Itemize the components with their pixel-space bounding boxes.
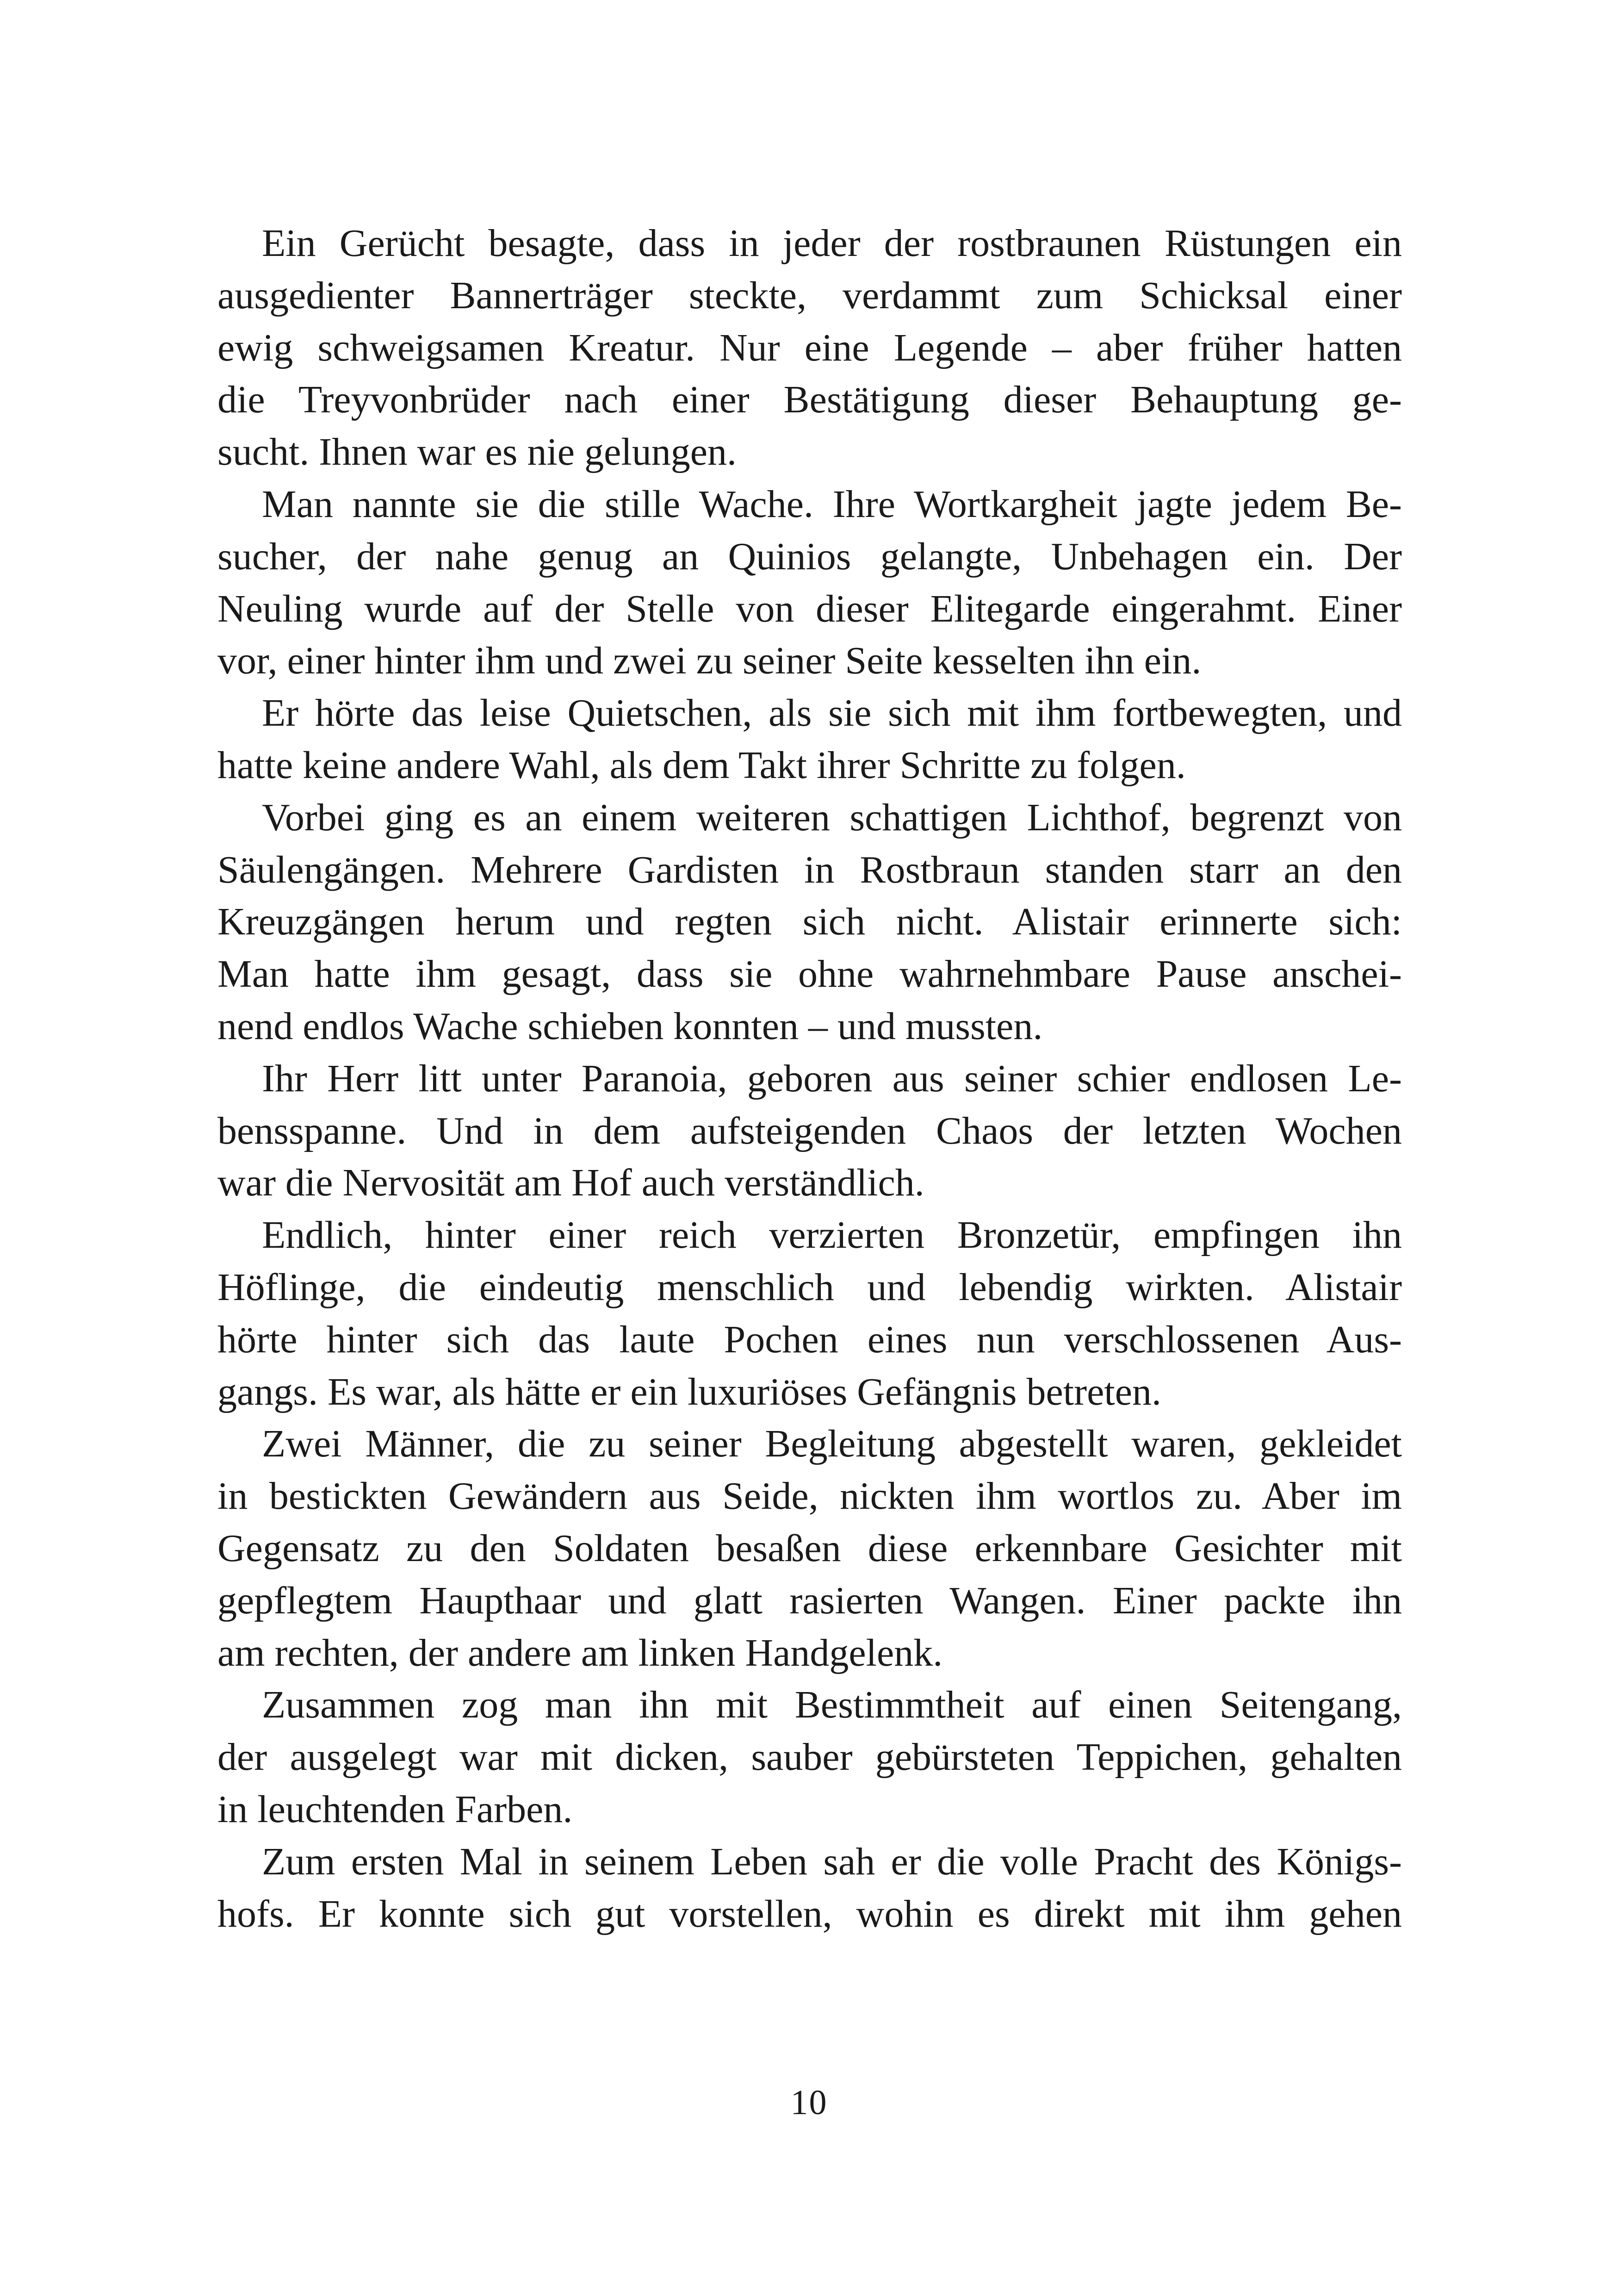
- text-line: Kreuzgängen herum und regten sich nicht. Alistair erinnerte sich:: [217, 900, 1402, 944]
- page-number: 10: [790, 2083, 828, 2122]
- text-line: Gegensatz zu den Soldaten besaßen diese erkennbare Gesichter mit: [217, 1526, 1402, 1570]
- text-line: Vorbei ging es an einem weiteren schattigen Lichthof, begrenzt von: [262, 796, 1402, 839]
- text-line: sucher, der nahe genug an Quinios gelangte, Unbehagen ein. Der: [217, 535, 1402, 578]
- text-line: gepflegtem Haupthaar und glatt rasierten Wangen. Einer packte ihn: [217, 1579, 1402, 1622]
- text-line: Zusammen zog man ihn mit Bestimmtheit auf einen Seitengang,: [262, 1683, 1402, 1727]
- text-line: die Treyvonbrüder nach einer Bestätigung dieser Behauptung ge-: [217, 378, 1402, 422]
- text-line: Säulengängen. Mehrere Gardisten in Rostbraun standen starr an den: [217, 848, 1402, 891]
- text-line: Man nannte sie die stille Wache. Ihre Wortkargheit jagte jedem Be-: [262, 482, 1402, 526]
- text-line: hatte keine andere Wahl, als dem Takt ihrer Schritte zu folgen.: [217, 743, 1186, 787]
- text-line: Man hatte ihm gesagt, dass sie ohne wahrnehmbare Pause anschei-: [217, 952, 1402, 996]
- text-line: in leuchtenden Farben.: [217, 1787, 573, 1831]
- text-line: in bestickten Gewändern aus Seide, nickten ihm wortlos zu. Aber im: [217, 1475, 1402, 1518]
- text-line: der ausgelegt war mit dicken, sauber gebürsteten Teppichen, gehalten: [217, 1736, 1402, 1779]
- text-line: bensspanne. Und in dem aufsteigenden Chaos der letzten Wochen: [217, 1109, 1402, 1152]
- text-line: ewig schweigsamen Kreatur. Nur eine Legende – aber früher hatten: [217, 326, 1402, 369]
- text-line: hofs. Er konnte sich gut vorstellen, wohin es direkt mit ihm gehen: [217, 1892, 1402, 1935]
- text-line: Ein Gerücht besagte, dass in jeder der rostbraunen Rüstungen ein: [262, 222, 1402, 265]
- text-line: nend endlos Wache schieben konnten – und mussten.: [217, 1004, 1043, 1048]
- text-line: Höflinge, die eindeutig menschlich und lebendig wirkten. Alistair: [217, 1265, 1402, 1309]
- text-line: Neuling wurde auf der Stelle von dieser Elitegarde eingerahmt. Einer: [217, 587, 1402, 630]
- text-line: hörte hinter sich das laute Pochen eines nun verschlossenen Aus-: [217, 1318, 1402, 1361]
- text-line: vor, einer hinter ihm und zwei zu seiner Seite kesselten ihn ein.: [217, 639, 1202, 683]
- text-line: sucht. Ihnen war es nie gelungen.: [217, 430, 737, 474]
- text-line: gangs. Es war, als hätte er ein luxuriöses Gefängnis betreten.: [217, 1370, 1161, 1413]
- text-line: ausgedienter Bannerträger steckte, verdammt zum Schicksal einer: [217, 274, 1402, 317]
- body-text: [217, 218, 1402, 1940]
- text-line: Zum ersten Mal in seinem Leben sah er die volle Pracht des Königs-: [262, 1840, 1402, 1883]
- text-line: Er hörte das leise Quietschen, als sie sich mit ihm fortbewegten, und: [262, 691, 1402, 735]
- text-line: Endlich, hinter einer reich verzierten Bronzetür, empfingen ihn: [262, 1213, 1402, 1257]
- text-line: Ihr Herr litt unter Paranoia, geboren aus seiner schier endlosen Le-: [262, 1057, 1402, 1100]
- text-line: war die Nervosität am Hof auch verständlich.: [217, 1161, 924, 1205]
- text-line: Zwei Männer, die zu seiner Begleitung abgestellt waren, gekleidet: [262, 1422, 1402, 1466]
- text-line: am rechten, der andere am linken Handgelenk.: [217, 1631, 943, 1674]
